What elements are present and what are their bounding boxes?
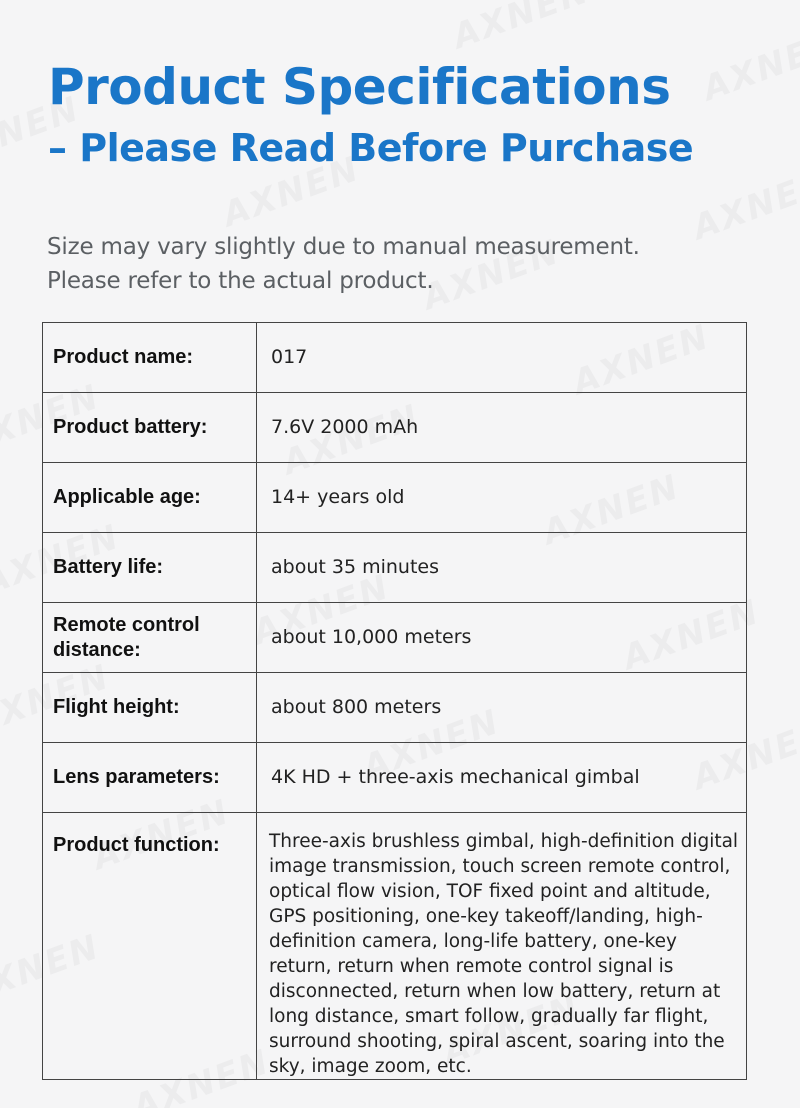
disclaimer-text bbox=[47, 230, 767, 298]
spec-label: Product function: bbox=[43, 813, 257, 1080]
spec-table bbox=[42, 322, 747, 1080]
spec-row-product-battery bbox=[43, 393, 747, 463]
spec-value: 017 bbox=[257, 323, 747, 393]
spec-value: 14+ years old bbox=[257, 463, 747, 533]
spec-value: about 10,000 meters bbox=[257, 603, 747, 673]
disclaimer-line-2: Please refer to the actual product. bbox=[47, 268, 434, 294]
spec-row-remote-control-distance bbox=[43, 603, 747, 673]
spec-row-battery-life bbox=[43, 533, 747, 603]
spec-row-lens-parameters bbox=[43, 743, 747, 813]
spec-label: Applicable age: bbox=[43, 463, 257, 533]
spec-label: Product name: bbox=[43, 323, 257, 393]
watermark bbox=[447, 0, 595, 57]
spec-label: Remote control distance: bbox=[43, 603, 257, 673]
spec-value: 7.6V 2000 mAh bbox=[257, 393, 747, 463]
page-title bbox=[48, 56, 768, 176]
disclaimer-line-1: Size may vary slightly due to manual measurement. bbox=[47, 234, 640, 260]
title-main: Product Specifications bbox=[48, 58, 671, 116]
spec-row-flight-height bbox=[43, 673, 747, 743]
spec-value: about 35 minutes bbox=[257, 533, 747, 603]
spec-label: Lens parameters: bbox=[43, 743, 257, 813]
spec-label: Product battery: bbox=[43, 393, 257, 463]
spec-label: Battery life: bbox=[43, 533, 257, 603]
spec-value: Three-axis brushless gimbal, high-definition digital image transmission, touch screen remote control, optical flow vision, TOF fixed point and altitude, GPS positioning, one-key takeoff/landing, high-definition camera, long-life battery, one-key return, return when remote control signal is disconnected, return when low battery, return at long distance, smart follow, gradually far flight, surround shooting, spiral ascent, soaring into the sky, image zoom, etc. bbox=[257, 813, 747, 1080]
title-sub: – Please Read Before Purchase bbox=[48, 126, 694, 170]
spec-row-applicable-age bbox=[43, 463, 747, 533]
spec-value: 4K HD + three-axis mechanical gimbal bbox=[257, 743, 747, 813]
spec-row-product-function bbox=[43, 813, 747, 1080]
spec-row-product-name bbox=[43, 323, 747, 393]
spec-value: about 800 meters bbox=[257, 673, 747, 743]
spec-label: Flight height: bbox=[43, 673, 257, 743]
